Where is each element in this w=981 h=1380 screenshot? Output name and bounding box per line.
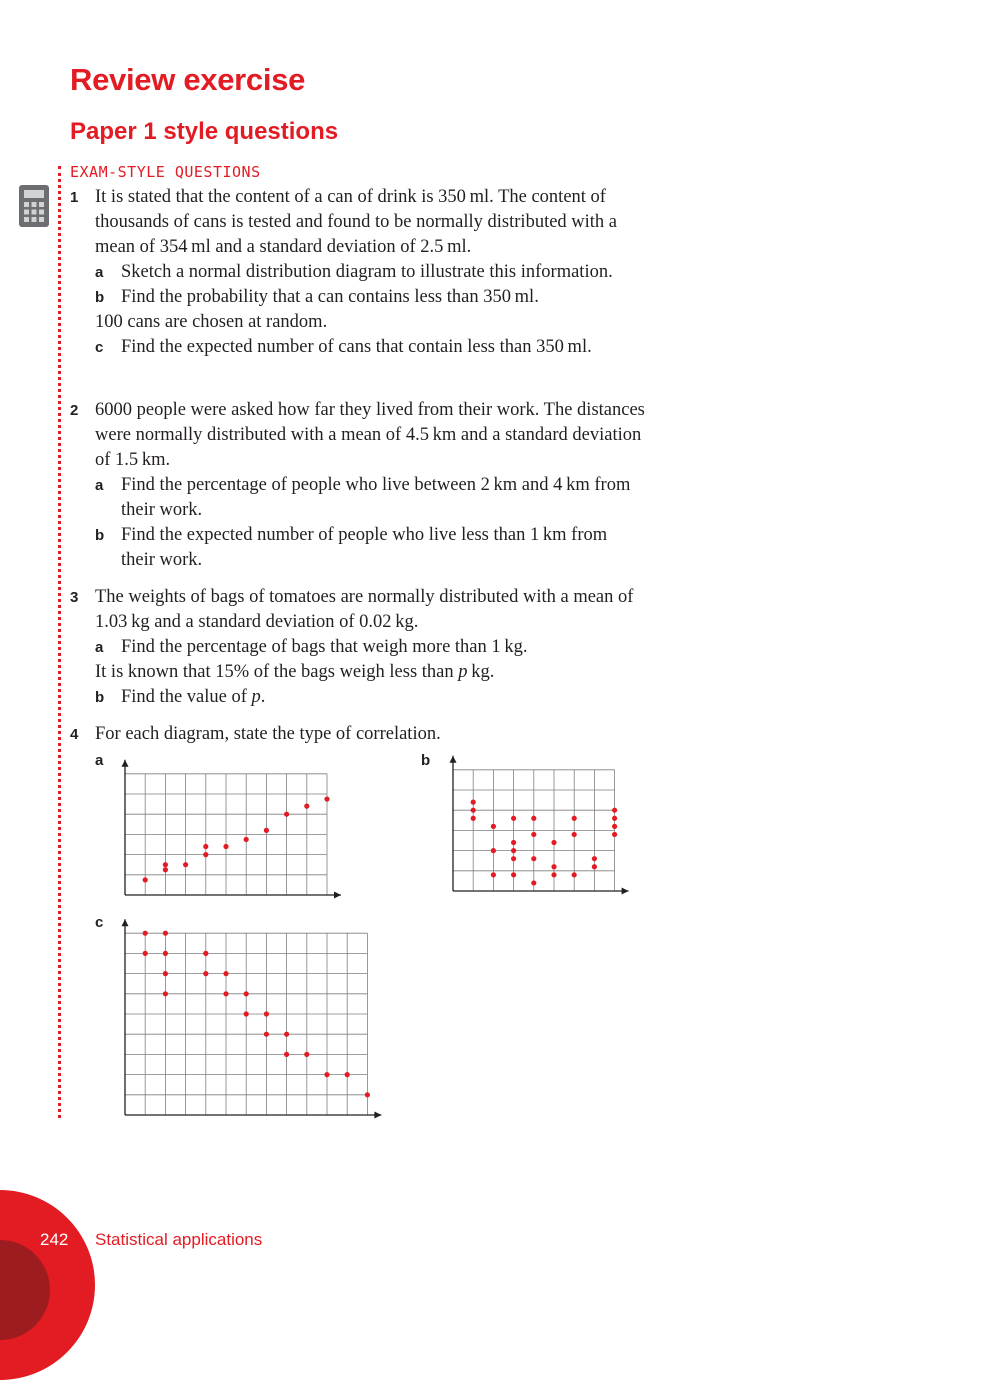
data-point	[304, 804, 309, 809]
y-axis-arrow	[450, 756, 457, 763]
calculator-icon	[19, 185, 49, 227]
data-point	[244, 991, 249, 996]
question-1	[70, 185, 645, 360]
data-point	[264, 1032, 269, 1037]
data-point	[365, 1092, 370, 1097]
data-point	[612, 832, 617, 837]
data-point	[592, 864, 597, 869]
part-text: Find the percentage of people who live between 2 km and 4 km from their work.	[121, 475, 631, 520]
data-point	[551, 840, 556, 845]
data-point	[223, 844, 228, 849]
question-part	[95, 473, 645, 523]
data-point	[471, 808, 476, 813]
data-point	[284, 812, 289, 817]
data-point	[491, 848, 496, 853]
data-point	[531, 816, 536, 821]
question-number: 2	[70, 402, 79, 419]
part-label: a	[95, 264, 104, 281]
chapter-title: Statistical applications	[95, 1230, 263, 1249]
data-point	[284, 1032, 289, 1037]
diagram-c-label: c	[95, 914, 104, 931]
data-point	[304, 1052, 309, 1057]
data-point	[264, 828, 269, 833]
data-point	[163, 971, 168, 976]
data-point	[511, 848, 516, 853]
page-title: Review exercise	[70, 62, 306, 97]
part-text: Sketch a normal distribution diagram to illustrate this information.	[121, 262, 613, 282]
data-point	[163, 951, 168, 956]
x-axis-arrow	[374, 1112, 381, 1119]
data-point	[143, 877, 148, 882]
part-label: b	[95, 527, 105, 544]
data-point	[143, 951, 148, 956]
data-point	[203, 971, 208, 976]
question-part	[95, 335, 645, 360]
data-point	[511, 816, 516, 821]
scatter-diagram-a	[108, 755, 347, 901]
part-label: c	[95, 339, 104, 356]
question-part	[95, 260, 645, 285]
data-point	[223, 991, 228, 996]
data-point	[324, 1072, 329, 1077]
variable-p: p	[458, 662, 468, 682]
question-part	[95, 523, 645, 573]
section-subtitle: Paper 1 style questions	[70, 118, 339, 145]
variable-p: p	[251, 687, 261, 707]
part-text: Find the value of p.	[121, 687, 266, 707]
y-axis-arrow	[122, 760, 129, 767]
question-note: 100 cans are chosen at random.	[95, 312, 328, 332]
data-point	[183, 862, 188, 867]
question-number: 1	[70, 189, 79, 206]
data-point	[244, 837, 249, 842]
data-point	[551, 864, 556, 869]
data-point	[324, 796, 329, 801]
question-stem: 6000 people were asked how far they lived from their work. The distances were normally distributed with a mean of 4.5 km and a standard deviation of 1.5 km.	[95, 400, 645, 470]
data-point	[612, 816, 617, 821]
data-point	[572, 816, 577, 821]
part-label: a	[95, 477, 104, 494]
question-part	[95, 635, 645, 660]
data-point	[491, 824, 496, 829]
question-4	[70, 722, 645, 747]
question-3	[70, 585, 645, 710]
data-point	[471, 800, 476, 805]
question-stem: For each diagram, state the type of correlation.	[95, 724, 441, 744]
x-axis-arrow	[334, 892, 341, 899]
y-axis-arrow	[122, 919, 129, 926]
data-point	[572, 832, 577, 837]
page-number: 242	[40, 1230, 69, 1249]
part-label: a	[95, 639, 104, 656]
data-point	[163, 867, 168, 872]
part-text: Find the probability that a can contains less than 350 ml.	[121, 287, 539, 307]
question-stem: The weights of bags of tomatoes are normally distributed with a mean of 1.03 kg and a standard deviation of 0.02 kg.	[95, 587, 634, 632]
data-point	[531, 832, 536, 837]
question-note: It is known that 15% of the bags weigh less than p kg.	[95, 662, 495, 682]
diagram-b-label: b	[421, 752, 431, 769]
part-label: b	[95, 289, 105, 306]
diagram-a-label: a	[95, 752, 104, 769]
data-point	[572, 872, 577, 877]
data-point	[612, 824, 617, 829]
data-point	[511, 856, 516, 861]
question-2	[70, 398, 645, 573]
data-point	[471, 816, 476, 821]
exam-style-questions-label: EXAM-STYLE QUESTIONS	[70, 163, 261, 181]
data-point	[612, 808, 617, 813]
question-stem: It is stated that the content of a can of drink is 350 ml. The content of thousands of cans is tested and found to be normally distributed with a mean of 354 ml and a standard deviation of 2.5 ml.	[95, 187, 618, 257]
data-point	[163, 862, 168, 867]
data-point	[203, 844, 208, 849]
data-point	[491, 872, 496, 877]
data-point	[531, 856, 536, 861]
question-part	[95, 685, 645, 710]
part-label: b	[95, 689, 105, 706]
data-point	[223, 971, 228, 976]
part-text: Find the percentage of bags that weigh more than 1 kg.	[121, 637, 528, 657]
data-point	[592, 856, 597, 861]
data-point	[163, 931, 168, 936]
x-axis-arrow	[622, 888, 629, 895]
data-point	[551, 872, 556, 877]
scatter-diagram-c	[108, 913, 387, 1121]
data-point	[511, 840, 516, 845]
data-point	[511, 872, 516, 877]
exam-questions-dotted-rule	[58, 166, 61, 1118]
question-number: 3	[70, 589, 79, 606]
data-point	[143, 931, 148, 936]
data-point	[244, 1011, 249, 1016]
data-point	[264, 1011, 269, 1016]
part-text: Find the expected number of people who live less than 1 km from their work.	[121, 525, 608, 570]
data-point	[531, 880, 536, 885]
question-number: 4	[70, 726, 79, 743]
data-point	[284, 1052, 289, 1057]
data-point	[163, 991, 168, 996]
data-point	[203, 951, 208, 956]
question-part	[95, 285, 645, 310]
part-text: Find the expected number of cans that contain less than 350 ml.	[121, 337, 592, 357]
data-point	[203, 852, 208, 857]
scatter-diagram-b	[437, 752, 635, 897]
data-point	[345, 1072, 350, 1077]
